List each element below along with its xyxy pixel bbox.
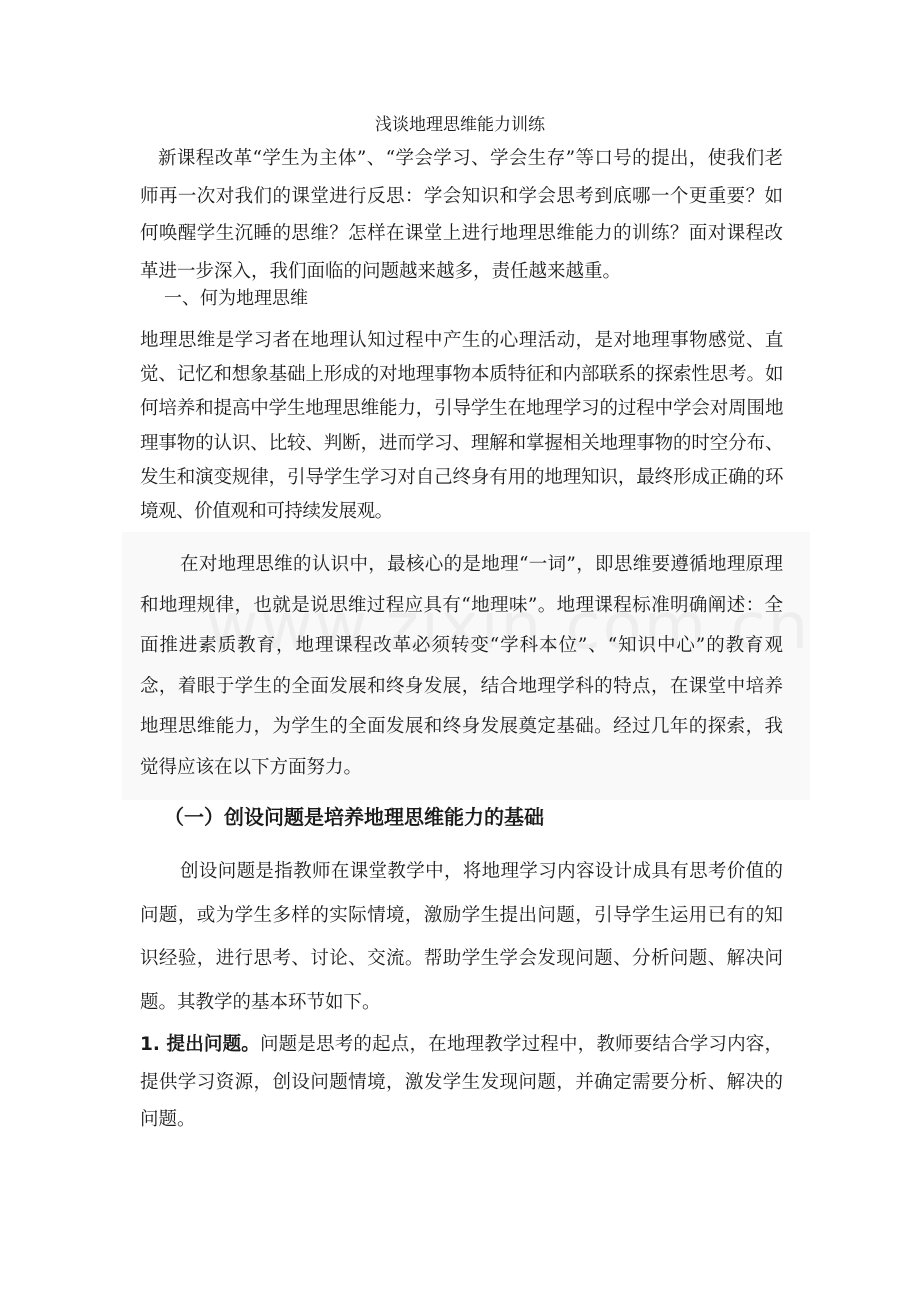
list-item-1-lead: 1. 提出问题。: [140, 1034, 260, 1055]
document-title: 浅谈地理思维能力训练: [375, 115, 545, 135]
subsection-heading-1: （一）创设问题是培养地理思维能力的基础: [164, 805, 544, 829]
section1-paragraph-1: 地理思维是学习者在地理认知过程中产生的心理活动，是对地理事物感觉、直觉、记忆和想象基础上形成的对地理事物本质特征和内部联系的探索性思考。如何培养和提高中学生地理思维能力，引导学生在地理学习的过程中学会对周围地理事物的认识、比较、判断，进而学习、理解和掌握相关地理事物的时空分布、发生和演变规律，引导学生学习对自己终身有用的地理知识，最终形成正确的环境观、价值观和可持续发展观。: [140, 330, 783, 523]
section-heading-1: 一、何为地理思维: [164, 288, 308, 309]
section1-paragraph-2: 在对地理思维的认识中，最核心的是地理“一词”，即思维要遵循地理原理和地理规律，也就是说思维过程应具有“地理味”。地理课程标准明确阐述：全面推进素质教育，地理课程改革必须转变“学科本位”、“知识中心”的教育观念，着眼于学生的全面发展和终身发展，结合地理学科的特点，在课堂中培养地理思维能力，为学生的全面发展和终身发展奠定基础。经过几年的探索，我觉得应该在以下方面努力。: [140, 554, 783, 778]
subsection1-paragraph: 创设问题是指教师在课堂教学中，将地理学习内容设计成具有思考价值的问题，或为学生多样的实际情境，激励学生提出问题，引导学生运用已有的知识经验，进行思考、讨论、交流。帮助学生学会发现问题、分析问题、解决问题。其教学的基本环节如下。: [140, 861, 783, 1013]
list-item-1: [140, 1026, 783, 1139]
list-item-1-text: 问题是思考的起点，在地理教学过程中，教师要结合学习内容，提供学习资源，创设问题情境，激发学生发现问题，并确定需要分析、解决的问题。: [140, 1034, 783, 1130]
intro-paragraph: 新课程改革“学生为主体”、“学会学习、学会生存”等口号的提出，使我们老师再一次对我们的课堂进行反思：学会知识和学会思考到底哪一个更重要？如何唤醒学生沉睡的思维？怎样在课堂上进行地理思维能力的训练？面对课程改革进一步深入，我们面临的问题越来越多，责任越来越重。: [140, 148, 783, 282]
